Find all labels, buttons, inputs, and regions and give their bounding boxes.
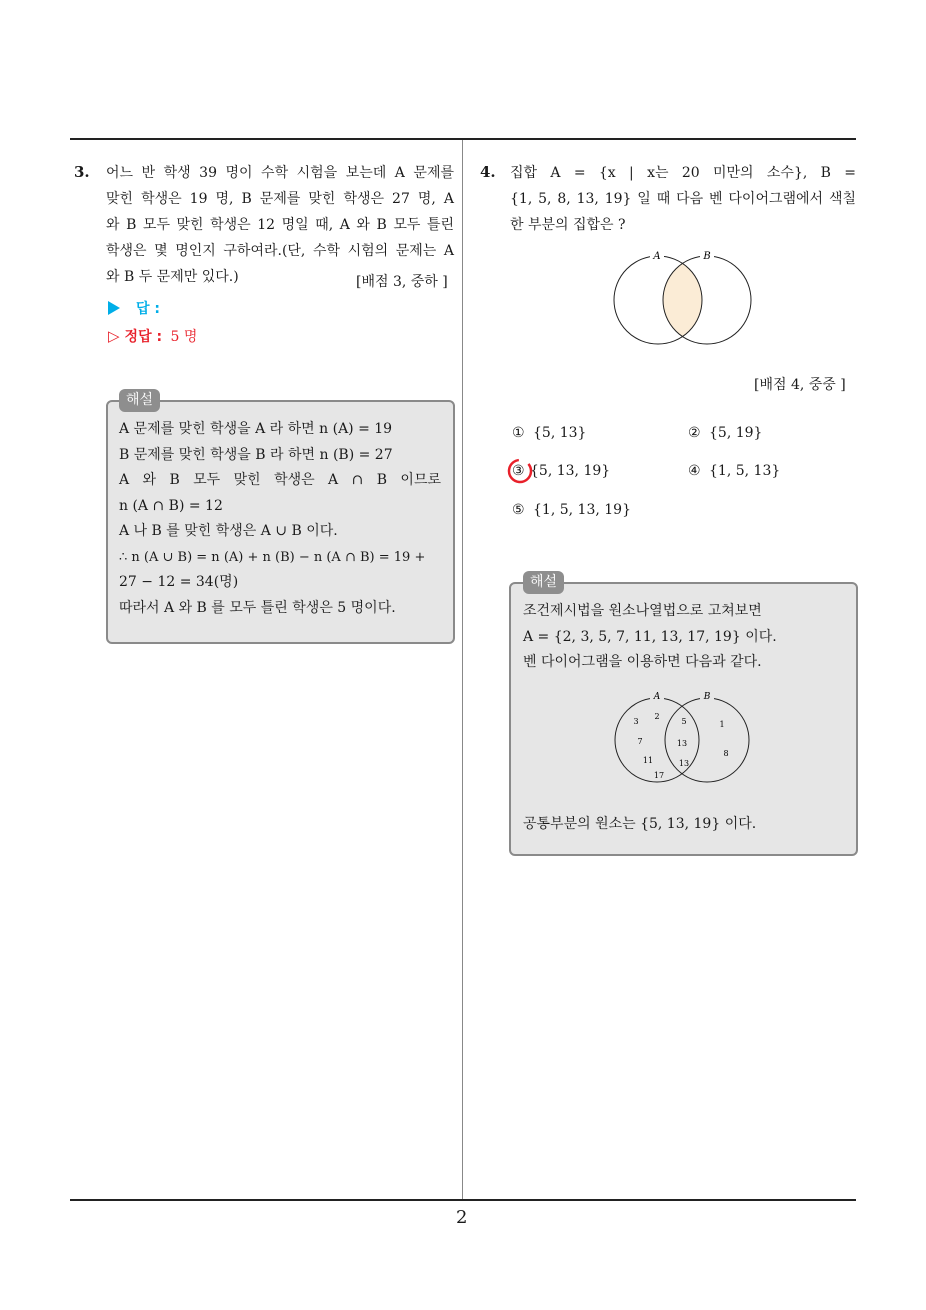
choice-mark: ① (512, 425, 525, 441)
top-rule (70, 138, 856, 140)
choice-1[interactable] (512, 425, 586, 441)
solution-box-q4 (509, 582, 858, 856)
venn-label-a: A (653, 692, 661, 702)
venn-element: 13 (678, 759, 690, 768)
question-4-number: 4. (480, 163, 496, 181)
question-3-score: [배점 3, 중하 ] (356, 274, 448, 290)
venn-element: 7 (637, 737, 643, 746)
venn-label-b: B (703, 692, 711, 702)
solution-line: n (A ∩ B) = 12 (119, 497, 223, 514)
choice-2[interactable] (688, 425, 762, 441)
choice-mark: ⑤ (512, 502, 525, 518)
page-number: 2 (456, 1207, 468, 1228)
answer-label: 답 : (136, 301, 160, 317)
venn-element: 17 (653, 771, 665, 780)
question-4-text (510, 160, 856, 238)
venn-label-b: B (703, 251, 711, 262)
choice-text: {1, 5, 13, 19} (533, 502, 631, 518)
solution-line: ∴ n (A ∪ B) = n (A) + n (B) − n (A ∩ B) = 19 + (119, 549, 426, 565)
solution-line: 조건제시법을 원소나열법으로 고쳐보면 (523, 603, 762, 619)
choice-mark: ② (688, 425, 701, 441)
venn-element: 1 (719, 720, 725, 729)
solution-tag: 해설 (119, 389, 160, 412)
solution-line: 따라서 A 와 B 를 모두 틀린 학생은 5 명이다. (119, 599, 396, 616)
bottom-rule (70, 1199, 856, 1201)
solution-tag: 해설 (523, 571, 564, 594)
solution-conclusion: 공통부분의 원소는 {5, 13, 19} 이다. (523, 816, 757, 832)
solution-line: 27 − 12 = 34(명) (119, 574, 239, 590)
outline-triangle-icon: ▷ (108, 327, 120, 345)
choice-text: {5, 13} (533, 425, 587, 441)
choice-5[interactable] (512, 502, 631, 518)
correct-label: 정답 : (124, 329, 163, 345)
venn-element: 5 (681, 717, 687, 726)
question-4-line: 한 부분의 집합은 ? (510, 217, 626, 233)
venn-label-a: A (653, 251, 661, 262)
solution-line: A 와 B 모두 맞힌 학생은 A ∩ B 이므로 (119, 472, 441, 488)
solution-line: A = {2, 3, 5, 7, 11, 13, 17, 19} 이다. (523, 628, 777, 645)
question-3-line: 학생은 몇 명인지 구하여라.(단, 수학 시험의 문제는 A (106, 243, 454, 259)
question-4-score: [배점 4, 중중 ] (754, 377, 846, 393)
choice-4[interactable] (688, 463, 780, 479)
question-3-line: 맞힌 학생은 19 명, B 문제를 맞힌 학생은 27 명, A (106, 191, 454, 207)
column-divider (462, 140, 463, 1200)
solution-line: A 나 B 를 맞힌 학생은 A ∪ B 이다. (119, 523, 338, 539)
venn-diagram (608, 250, 758, 350)
play-triangle-icon (108, 301, 120, 315)
question-4-line: {1, 5, 8, 13, 19} 일 때 다음 벤 다이어그램에서 색칠 (510, 191, 856, 207)
choice-mark: ④ (688, 463, 701, 479)
solution-venn-diagram (612, 688, 762, 788)
question-3-line: 와 B 두 문제만 있다.) (106, 269, 239, 285)
choice-text: {5, 13, 19} (530, 463, 611, 479)
solution-line: 벤 다이어그램을 이용하면 다음과 같다. (523, 654, 762, 670)
answer-field[interactable] (108, 298, 160, 318)
question-3-line: 와 B 모두 맞힌 학생은 12 명일 때, A 와 B 모두 틀린 (106, 217, 454, 233)
venn-element: 3 (633, 717, 639, 726)
correct-value: 5 명 (170, 329, 198, 345)
question-3-number: 3. (74, 163, 90, 181)
choice-mark: ③ (512, 463, 525, 479)
question-3-line: 어느 반 학생 39 명이 수학 시험을 보는데 A 문제를 (106, 165, 454, 181)
solution-line: B 문제를 맞힌 학생을 B 라 하면 n (B) = 27 (119, 446, 393, 463)
venn-element: 2 (654, 712, 660, 721)
solution-box-q3 (106, 400, 455, 644)
venn-element: 13 (676, 739, 688, 748)
solution-line: A 문제를 맞힌 학생을 A 라 하면 n (A) = 19 (119, 421, 393, 437)
correct-circle-icon (506, 457, 536, 487)
correct-answer (108, 326, 197, 346)
choice-text: {1, 5, 13} (709, 463, 781, 479)
question-4-line: 집합 A = {x | x는 20 미만의 소수}, B = (510, 165, 856, 181)
venn-element: 11 (642, 756, 654, 765)
venn-element: 8 (723, 749, 729, 758)
choice-text: {5, 19} (709, 425, 763, 441)
